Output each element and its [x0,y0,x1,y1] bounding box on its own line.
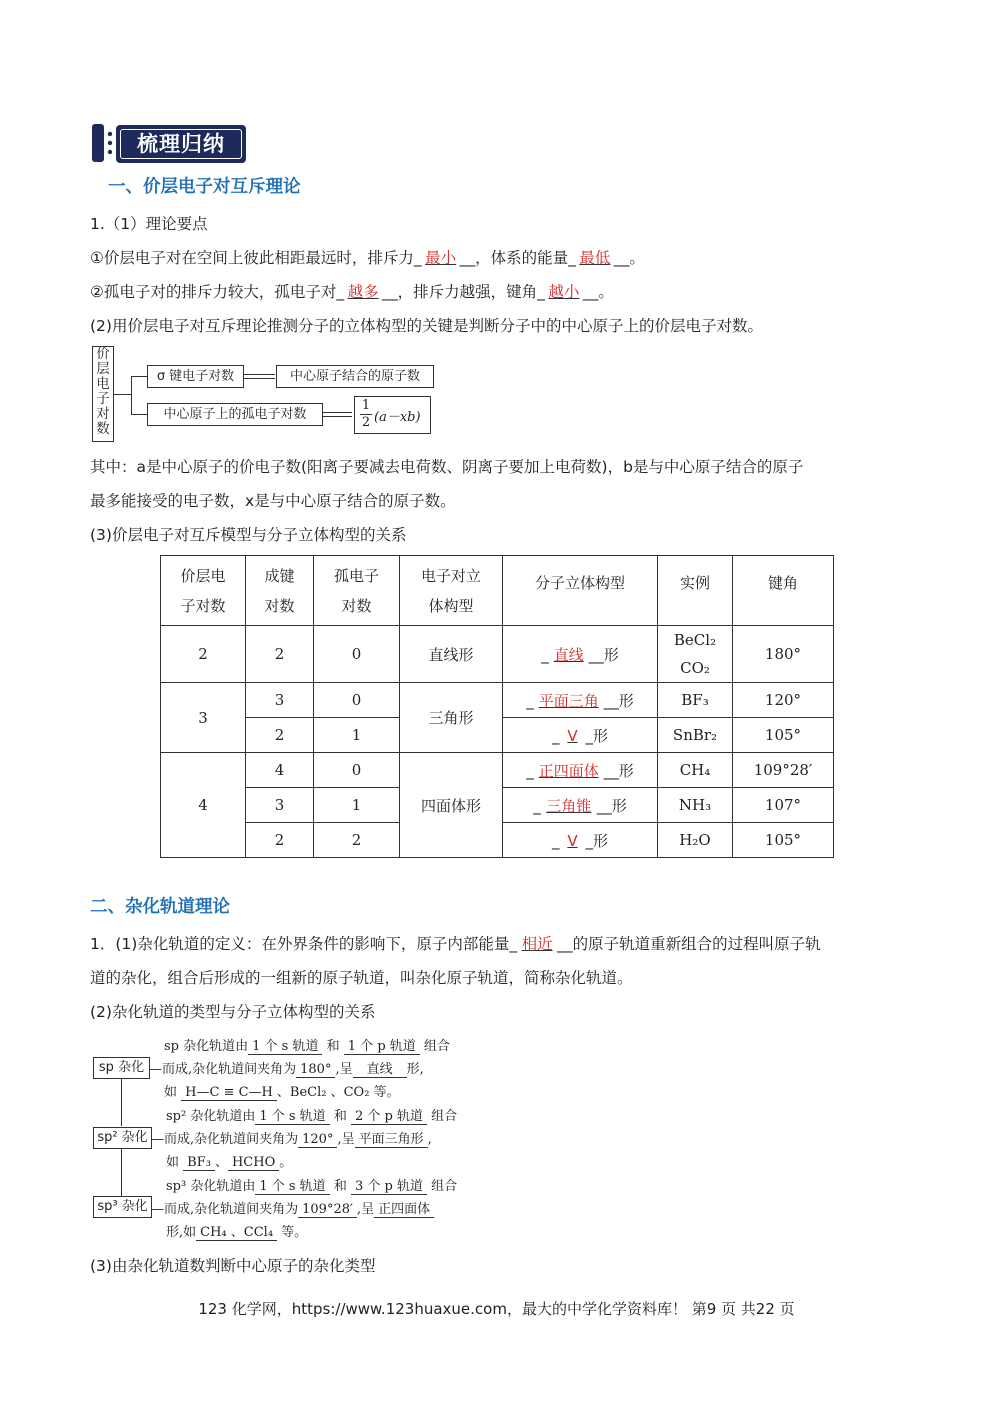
hy-blank: 109°28′ [298,1202,357,1218]
sp3-label-box: sp³ 杂化 [93,1196,152,1218]
shape-suffix: 形 [618,691,634,710]
table-header [658,556,733,626]
cell-vp: 4 [161,753,246,858]
table-header [400,556,503,626]
answer-blank: 相近 [521,935,553,953]
shape-suffix: 形 [603,645,619,664]
hy-blank: 180° [296,1062,335,1078]
hy-blank: 3 个 p 轨道 [351,1175,427,1195]
hy-text: 、 [214,1155,228,1170]
hy-text: 、BeCl₂ 、CO₂ 等。 [276,1085,400,1100]
paragraph-5a: 其中：a是中心原子的价电子数(阳离子要减去电荷数、阴离子要加上电荷数)，b是与中心原子结合的原子 [90,458,804,476]
sigma-bond-count-box: σ 键电子对数 [147,365,244,388]
answer-blank: 最低 [579,249,611,267]
connector-line [113,394,131,395]
hy-text: ,呈 [337,1132,355,1147]
hy-text: —而成,杂化轨道间夹角为 [149,1062,297,1077]
table-header [503,556,658,626]
formula-box [354,396,431,434]
answer-blank: V [567,726,578,745]
hy-blank: 平面三角形 [355,1128,428,1148]
p3-text-a: ②孤电子对的排斥力较大，孤电子对 [90,283,337,301]
sp3-line-3 [166,1221,307,1241]
sp2-line-2 [151,1128,432,1148]
cell-bp: 2 [246,626,314,683]
sp2-label-box: sp² 杂化 [93,1127,152,1149]
sp3-line-2 [151,1198,434,1218]
cell-bp: 2 [246,823,314,858]
table-header [246,556,314,626]
cell-angle: 120° [733,683,834,718]
answer-blank: 最小 [425,249,457,267]
header-line: 体构型 [428,596,474,615]
answer-blank: 直线 [553,645,584,664]
connector-line [131,414,147,415]
hy-text: ,呈 [356,1202,375,1217]
page-footer: 123 化学网，https://www.123huaxue.com，最大的中学化学资料库！ 第9 页 共22 页 [198,1300,795,1318]
answer-blank: 越多 [347,283,379,301]
paragraph-3: ②孤电子对的排斥力较大，孤电子对_ 越多 __，排斥力越强，键角_ 越小 __。 [90,280,614,302]
p2-text-c: ，体系的能量 [475,249,569,267]
cell-angle: 180° [733,626,834,683]
section-badge [116,125,246,163]
connector-line [131,376,147,377]
table-header-row [161,556,834,626]
hy-text: 如 [164,1085,178,1100]
shape-suffix: 形 [592,831,608,850]
cell-lp: 1 [314,788,400,823]
header-line: 对数 [341,596,372,615]
formula-expression: (a－xb) [374,410,421,425]
example-formula: CO₂ [680,659,710,677]
header-line: 分子立体构型 [534,574,625,592]
hy-text: 等。 [281,1225,308,1240]
p2-text-d: 。 [629,249,645,267]
paragraph-s2-2: (2)杂化轨道的类型与分子立体构型的关系 [90,1003,376,1021]
hy-blank: BF₃ [183,1155,215,1171]
cell-shape: _ V _形 [503,718,658,753]
paragraph-5b: 最多能接受的电子数，x是与中心原子结合的原子数。 [90,492,456,510]
answer-blank: 平面三角 [538,691,599,710]
hy-text: sp 杂化轨道由 [164,1039,249,1054]
cell-lp: 0 [314,683,400,718]
vertical-char: 电 [96,376,110,392]
paragraph-1: 1.（1）理论要点 [90,215,208,233]
cell-lp: 1 [314,718,400,753]
table-header [733,556,834,626]
p3-text-d: 。 [598,283,614,301]
header-line: 实例 [679,574,710,592]
hy-text: 形,如 [166,1225,197,1240]
section2-title: 二、杂化轨道理论 [90,897,230,917]
hy-blank: CH₄ 、CCl₄ [196,1221,277,1241]
hy-text: 和 [333,1179,347,1194]
hy-text: sp³ 杂化轨道由 [166,1179,256,1194]
header-line: 电子对立 [420,566,481,585]
paragraph-2: ①价层电子对在空间上彼此相距最远时，排斥力_ 最小 __，体系的能量_ 最低 __。 [90,246,645,268]
hy-blank: 1 个 p 轨道 [344,1035,420,1055]
cell-shape: _ 直线 __形 [503,626,658,683]
cell-bp: 3 [246,683,314,718]
cell-lp: 0 [314,626,400,683]
hy-blank: 120° [298,1132,337,1148]
hy-blank: 1 个 s 轨道 [255,1105,329,1125]
cell-lp: 2 [314,823,400,858]
cell-bp: 3 [246,788,314,823]
table-row [161,626,834,683]
hy-text: 。 [279,1155,293,1170]
hy-text: —而成,杂化轨道间夹角为 [151,1132,299,1147]
cell-example: H₂O [658,823,733,858]
cell-example: CH₄ [658,753,733,788]
cell-example [658,626,733,683]
cell-geometry: 四面体形 [400,753,503,858]
header-line: 对数 [264,596,295,615]
table-header [314,556,400,626]
paragraph-s2-1a: 1．(1)杂化轨道的定义：在外界条件的影响下，原子内部能量_ 相近 __的原子轨道重新组合的过程叫原子轨 [90,932,821,954]
cell-shape: _ V _形 [503,823,658,858]
hy-text: 如 [166,1155,180,1170]
hy-blank: 正四面体 [374,1198,434,1218]
sp3-line-1 [166,1175,457,1195]
sp2-line-3 [166,1151,292,1171]
header-line: 价层电 [180,566,226,585]
cell-example: BF₃ [658,683,733,718]
hy-text: ,呈 [335,1062,353,1077]
answer-blank: 三角锥 [546,796,592,815]
hy-text: 和 [326,1039,340,1054]
vertical-char: 子 [96,391,110,407]
p3-text-c: ，排斥力越强，键角 [397,283,538,301]
vertical-char: 数 [96,421,110,437]
hy-blank: 1 个 s 轨道 [248,1035,322,1055]
cell-vp: 2 [161,626,246,683]
cell-bp: 4 [246,753,314,788]
cell-shape: _ 平面三角 __形 [503,683,658,718]
connector-line [121,1147,122,1196]
cell-angle: 105° [733,718,834,753]
example-formula: BeCl₂ [673,631,717,649]
cell-shape: _ 三角锥 __形 [503,788,658,823]
cell-example: SnBr₂ [658,718,733,753]
sp-line-3 [164,1081,400,1101]
s2p1-text-c: 的原子轨道重新组合的过程叫原子轨 [572,935,821,953]
connector-line [131,376,132,414]
paragraph-s2-3: (3)由杂化轨道数判断中心原子的杂化类型 [90,1257,376,1275]
header-line: 成键 [264,566,295,585]
p2-text-a: ①价层电子对在空间上彼此相距最远时，排斥力 [90,249,414,267]
table-row [161,753,834,788]
answer-blank: 越小 [548,283,580,301]
formula-numerator: 1 [361,398,371,413]
hy-text: , [427,1132,432,1147]
hy-text: sp² 杂化轨道由 [166,1109,256,1124]
formula-denominator: 2 [361,415,371,430]
table-header [161,556,246,626]
cell-geometry: 三角形 [400,683,503,753]
sp-line-1 [164,1035,450,1055]
vsepr-table [160,555,834,858]
cell-vp: 3 [161,683,246,753]
cell-lp: 0 [314,753,400,788]
table-row [161,683,834,718]
hy-text: 和 [333,1109,347,1124]
hy-text: 组合 [423,1039,450,1054]
shape-suffix: 形 [618,761,634,780]
badge-dots-decoration [103,128,117,158]
paragraph-s2-1b: 道的杂化，组合后形成的一组新的原子轨道，叫杂化原子轨道，简称杂化轨道。 [90,969,633,987]
cell-bp: 2 [246,718,314,753]
header-line: 键角 [767,574,798,592]
hy-text: 组合 [431,1109,458,1124]
cell-angle: 107° [733,788,834,823]
equals-line [322,412,352,417]
paragraph-6: (3)价层电子对互斥模型与分子立体构型的关系 [90,526,407,544]
hy-blank: 2 个 p 轨道 [351,1105,427,1125]
section1-title: 一、价层电子对互斥理论 [108,177,301,197]
equals-line [243,374,275,379]
hy-blank: H—C ≡ C—H [181,1085,277,1101]
cell-shape: _ 正四面体 __形 [503,753,658,788]
cell-example: NH₃ [658,788,733,823]
vertical-char: 价 [96,346,110,362]
shape-suffix: 形 [592,726,608,745]
s2p1-text-a: 1．(1)杂化轨道的定义：在外界条件的影响下，原子内部能量 [90,935,510,953]
hy-text: 组合 [431,1179,458,1194]
connector-line [121,1077,122,1126]
cell-angle: 105° [733,823,834,858]
paragraph-4: (2)用价层电子对互斥理论推测分子的立体构型的关键是判断分子中的中心原子上的价层电子对数。 [90,317,763,335]
vertical-label-box [92,346,114,442]
hy-text: —而成,杂化轨道间夹角为 [151,1202,299,1217]
vertical-char: 对 [96,406,110,422]
answer-blank: 正四面体 [538,761,599,780]
vertical-char: 层 [96,361,110,377]
lone-pair-count-box: 中心原子上的孤电子对数 [147,403,323,426]
badge-label: 梳理归纳 [120,129,242,159]
answer-blank: V [567,831,578,850]
sp2-line-1 [166,1105,457,1125]
hy-text: 形, [406,1062,424,1077]
hy-blank: 1 个 s 轨道 [255,1175,329,1195]
shape-suffix: 形 [611,796,627,815]
hy-blank: HCHO [228,1155,279,1171]
bonded-atoms-box: 中心原子结合的原子数 [276,365,434,388]
cell-angle: 109°28′ [733,753,834,788]
header-line: 孤电子 [333,566,379,585]
hy-blank: 直线 [353,1058,407,1078]
header-line: 子对数 [180,596,226,615]
sp-label-box: sp 杂化 [93,1057,150,1079]
sp-line-2 [149,1058,424,1078]
cell-geometry: 直线形 [400,626,503,683]
